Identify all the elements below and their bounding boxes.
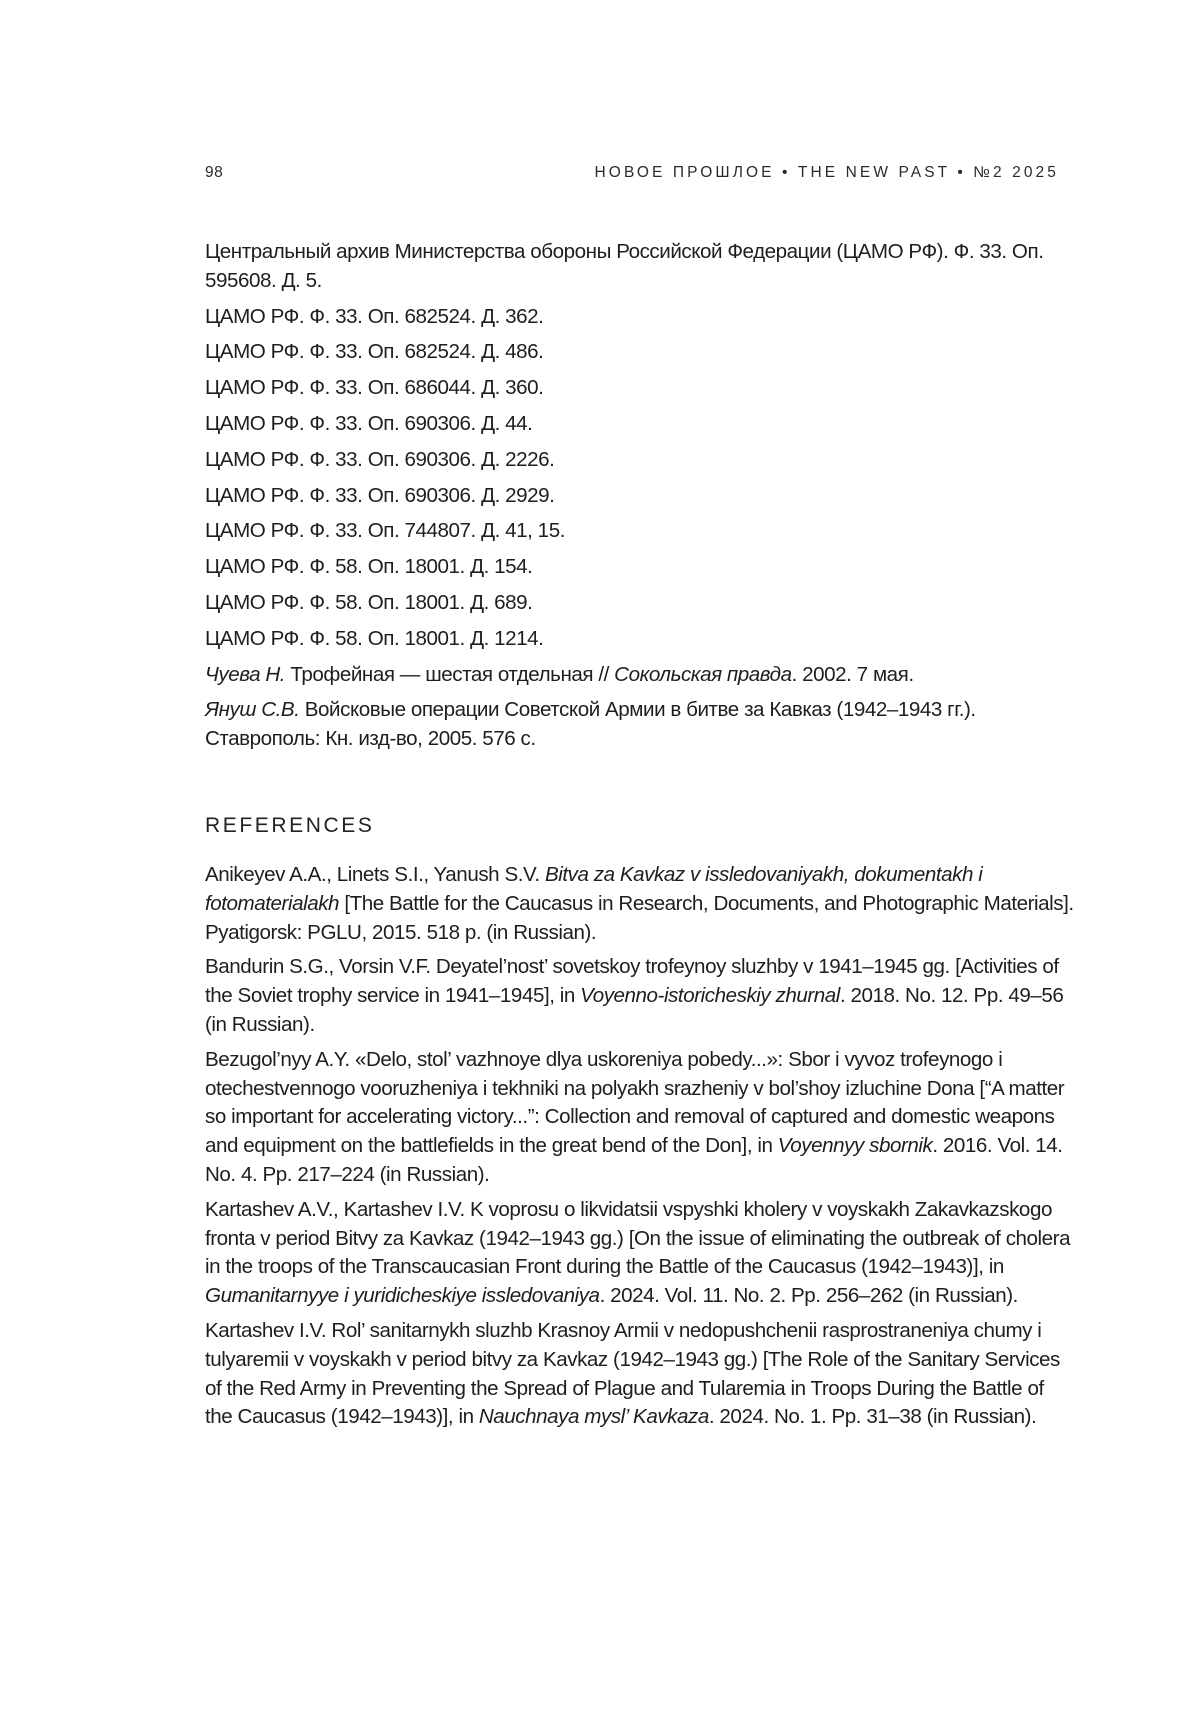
reference-details: . 2018. No. 12. Pp. 49–56 (in Russian). [205, 984, 1063, 1036]
source-details: . 2002. 7 мая. [792, 663, 914, 686]
reference-text: Bandurin S.G., Vorsin V.F. Deyatel’nost’ sovetskoy trofeynoy sluzhby v 1941–1945 gg. [Activities of the Soviet trophy service in 1941–1945], in [205, 955, 1059, 1007]
source-entry: ЦАМО РФ. Ф. 33. Оп. 690306. Д. 2929. [205, 482, 1075, 511]
source-entry: ЦАМО РФ. Ф. 58. Оп. 18001. Д. 1214. [205, 625, 1075, 654]
source-entry: ЦАМО РФ. Ф. 33. Оп. 744807. Д. 41, 15. [205, 517, 1075, 546]
source-entry: Центральный архив Министерства обороны Российской Федерации (ЦАМО РФ). Ф. 33. Оп. 595608. Д. 5. [205, 238, 1075, 296]
source-entry: ЦАМО РФ. Ф. 33. Оп. 682524. Д. 362. [205, 303, 1075, 332]
reference-entry-kartashev-2 [205, 1317, 1075, 1432]
source-entry: ЦАМО РФ. Ф. 33. Оп. 682524. Д. 486. [205, 338, 1075, 367]
reference-text: Bezugol’nyy A.Y. «Delo, stol’ vazhnoye dlya uskoreniya pobedy...»: Sbor i vyvoz trofeynogo i otechestvennogo vooruzheniya i tekhniki na polyakh srazheniy v bol’shoy izluchine Dona [“A matter so important for accelerating victory...”: Collection and removal of captured and domestic weapons and equipment on the battlefields in the great bend of the Don], in [205, 1048, 1064, 1157]
source-author: Януш С.В. [205, 698, 299, 721]
reference-journal: Voyennyy sbornik [778, 1134, 933, 1157]
reference-details: . 2024. Vol. 11. No. 2. Pp. 256–262 (in Russian). [600, 1284, 1018, 1307]
source-entry: ЦАМО РФ. Ф. 58. Оп. 18001. Д. 154. [205, 553, 1075, 582]
reference-entry-bezugolnyy [205, 1046, 1075, 1190]
reference-authors: Anikeyev A.A., Linets S.I., Yanush S.V. [205, 863, 545, 886]
reference-journal: Gumanitarnyye i yuridicheskiye issledovaniya [205, 1284, 600, 1307]
reference-entry-anikeyev [205, 861, 1075, 947]
source-author: Чуева Н. [205, 663, 285, 686]
reference-journal: Voyenno-istoricheskiy zhurnal [580, 984, 840, 1007]
reference-details: . 2016. Vol. 14. No. 4. Pp. 217–224 (in Russian). [205, 1134, 1063, 1186]
reference-text: Kartashev A.V., Kartashev I.V. K voprosu o likvidatsii vspyshki kholery v voyskakh Zakavkazskogo fronta v period Bitvy za Kavkaz (1942–1943 gg.) [On the issue of eliminating the outbreak of cholera in the troops of the Transcaucasian Front during the Battle of the Caucasus (1942–1943)], in [205, 1198, 1070, 1279]
sources-list [205, 238, 1075, 754]
source-entry: ЦАМО РФ. Ф. 33. Оп. 690306. Д. 2226. [205, 446, 1075, 475]
reference-details: . 2024. No. 1. Pp. 31–38 (in Russian). [709, 1405, 1036, 1428]
page-header [205, 164, 1059, 188]
source-entry: ЦАМО РФ. Ф. 33. Оп. 690306. Д. 44. [205, 410, 1075, 439]
source-title: Войсковые операции Советской Армии в битве за Кавказ (1942–1943 гг.). Ставрополь: Кн. изд-во, 2005. 576 с. [205, 698, 976, 750]
reference-journal: Nauchnaya mysl’ Kavkaza [479, 1405, 709, 1428]
reference-entry-bandurin [205, 953, 1075, 1039]
reference-entry-kartashev-1 [205, 1196, 1075, 1311]
source-entry: ЦАМО РФ. Ф. 58. Оп. 18001. Д. 689. [205, 589, 1075, 618]
running-head: НОВОЕ ПРОШЛОЕ • THE NEW PAST • №2 2025 [595, 164, 1059, 182]
source-title: Трофейная — шестая отдельная // [285, 663, 614, 686]
document-page [0, 0, 1200, 1714]
source-journal: Сокольская правда [614, 663, 791, 686]
references-heading: REFERENCES [205, 812, 1075, 840]
reference-title: Bitva za Kavkaz v issledovaniyakh, dokumentakh i fotomaterialakh [205, 863, 982, 915]
page-number: 98 [205, 164, 223, 182]
source-entry-yanush [205, 696, 1075, 754]
references-list [205, 861, 1075, 1432]
main-content [205, 238, 1075, 1438]
reference-text: Kartashev I.V. Rol’ sanitarnykh sluzhb Krasnoy Armii v nedopushchenii rasprostraneniya chumy i tulyaremii v voyskakh v period bitvy za Kavkaz (1942–1943 gg.) [The Role of the Sanitary Services of the Red Army in Preventing the Spread of Plague and Tularemia in Troops During the Battle of the Caucasus (1942–1943)], in [205, 1319, 1060, 1428]
source-entry-chueva [205, 661, 1075, 690]
source-entry: ЦАМО РФ. Ф. 33. Оп. 686044. Д. 360. [205, 374, 1075, 403]
reference-details: [The Battle for the Caucasus in Research, Documents, and Photographic Materials]. Pyatigorsk: PGLU, 2015. 518 p. (in Russian). [205, 892, 1074, 944]
